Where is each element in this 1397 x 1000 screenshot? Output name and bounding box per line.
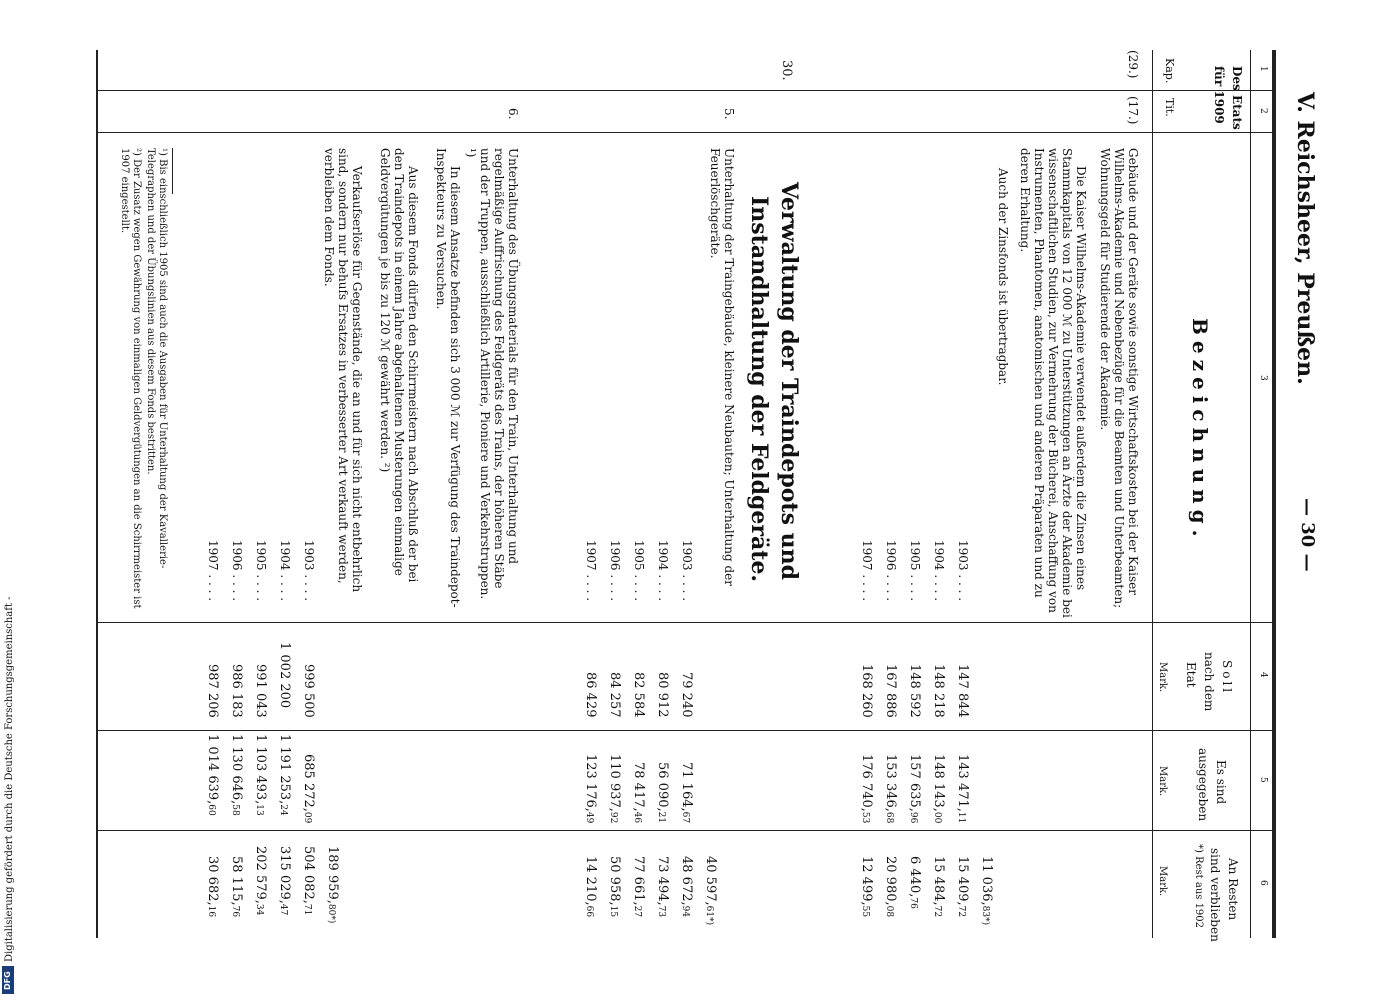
header-mark-5: Mark. — [1157, 766, 1168, 797]
entry29-aus-1905 — [907, 754, 922, 823]
entry29-soll-1906: 167 886 — [883, 664, 898, 718]
footnote-1: ¹) Bis einschließlich 1905 sind auch die Ausgaben für Unterhaltung der Kavallerie-Telegraphen und der Übungslinien aus diesem Fonds bestritten. — [145, 148, 168, 569]
entry29-text: Gebäude und der Geräte sowie sonstige Wirtschaftskosten bei der Kaiser Wilhelms-Akademie und Nebenbezüge für die Beamten und Unterbeamten; Wohnungsgeld für Studierende der Akademie. — [1098, 148, 1140, 609]
amount: 11 036, — [979, 856, 994, 906]
amount: 77 661, — [631, 856, 646, 906]
entry6-aus-1903 — [301, 754, 316, 823]
entry29-soll-1907: 168 260 — [859, 664, 874, 718]
entry6-soll-1906: 986 183 — [229, 664, 244, 718]
entry29-aus-1906 — [883, 754, 898, 823]
decimals: 71 — [302, 903, 312, 916]
amount: 30 682, — [205, 856, 220, 906]
header-soll: Soll — [1220, 660, 1234, 696]
header-an-resten: An Resten — [1226, 858, 1240, 921]
decimals: 11 — [956, 811, 966, 824]
entry6-aus-1904 — [277, 734, 292, 816]
header-des-etats: Des Etats — [1230, 66, 1244, 130]
entry29-rest-1907 — [859, 856, 874, 917]
entry5-soll-1907: 86 429 — [583, 672, 598, 718]
decimals: 72 — [956, 905, 966, 918]
entry5-soll-1904: 80 912 — [655, 672, 670, 718]
top-rule-double — [1272, 50, 1276, 938]
amount: 12 499, — [859, 856, 874, 906]
amount: 73 494, — [655, 856, 670, 906]
col-number-4: 4 — [1258, 672, 1268, 678]
header-kap: Kap. — [1163, 58, 1176, 84]
page-number: — 30 — — [1297, 498, 1318, 572]
entry6-aus-1905 — [253, 734, 268, 816]
col-number-6: 6 — [1258, 880, 1268, 886]
entry29-soll-1903: 147 844 — [955, 664, 970, 718]
entry5-rest-1902 — [703, 856, 718, 925]
decimals: 09 — [302, 811, 312, 824]
col-number-1: 1 — [1258, 66, 1268, 72]
dfg-logo-text: DFG — [3, 971, 12, 990]
decimals: 58 — [230, 804, 240, 816]
amount: 15 409, — [955, 856, 970, 906]
col-rule-3-4 — [96, 622, 1273, 623]
decimals: 16 — [206, 905, 216, 918]
amount: 176 740, — [859, 754, 874, 812]
entry29-tit: (17.) — [1126, 96, 1140, 125]
amount: 1 130 646, — [229, 734, 244, 805]
header-fuer-1909: für 1909 — [1212, 66, 1226, 124]
chapter30-heading1: Verwaltung der Traindepots und — [776, 182, 802, 580]
entry6-year-1906: 1906 . . . . — [230, 540, 244, 602]
amount: 504 082, — [301, 846, 316, 904]
header-es-sind: Es sind — [1214, 760, 1228, 805]
entry6-rest-1905 — [253, 846, 268, 915]
entry6-soll-1905: 991 043 — [253, 664, 268, 718]
header-mark-6: Mark. — [1157, 866, 1168, 897]
entry6-text: Unterhaltung des Übungsmaterials für den Train, Unterhaltung und regelmäßige Auffrischung des Feldgeräts des Trains, der höheren Stäbe und der Truppen, ausschließlich Artillerie, Pioniere und Verkehrstruppen. ¹) — [464, 148, 520, 600]
entry29-rest-1903 — [955, 856, 970, 917]
decimals: 00 — [932, 811, 942, 824]
footnote-2: ²) Der Zusatz wegen Gewährung von einmaligen Geldvergütungen an die Schirrmeister ist 1907 eingestellt. — [119, 148, 142, 609]
entry29-soll-1904: 148 218 — [931, 664, 946, 718]
entry6-aus-1906 — [229, 734, 244, 816]
entry5-rest-1907 — [583, 856, 598, 917]
entry6-note3: Verkaufserlöse für Gegenstände, die an und für sich nicht entbehrlich sind, sondern nur behufs Ersatzes in verbesserter Art verkauft werden, verbleiben dem Fonds. — [322, 148, 364, 593]
col-number-5: 5 — [1258, 777, 1268, 783]
header-bottom-rule — [1152, 50, 1153, 938]
decimals: 83*) — [980, 905, 990, 926]
chapter30-heading2: Instandhaltung der Feldgeräte. — [746, 196, 772, 583]
amount: 202 579, — [253, 846, 268, 904]
entry6-note1: In diesem Ansatze befinden sich 3 000 ℳ zur Verfügung des Traindepot-Inspekteurs zu Versuchen. — [434, 148, 462, 608]
amount: 20 980, — [883, 856, 898, 906]
entry6-note2: Aus diesem Fonds dürfen den Schirrmeistern nach Abschluß der bei den Traindepots in einem Jahre abgehaltenen Musterungen einmalige Geldvergütungen je bis zu 120 ℳ gewährt werden. ²) — [378, 148, 420, 583]
decimals: 73 — [656, 905, 666, 918]
left-bottom-rule — [96, 50, 98, 938]
entry5-year-1906: 1906 . . . . — [608, 540, 622, 602]
entry6-year-1907: 1907 . . . . — [206, 540, 220, 602]
decimals: 68 — [884, 811, 894, 824]
amount: 40 597, — [703, 856, 718, 906]
amount: 148 143, — [931, 754, 946, 812]
entry5-year-1903: 1903 . . . . — [680, 540, 694, 602]
entry5-rest-1904 — [655, 856, 670, 917]
entry6-rest-1906 — [229, 856, 244, 917]
entry5-aus-1905 — [631, 762, 646, 823]
amount: 110 937, — [607, 754, 622, 812]
entry29-aus-1904 — [931, 754, 946, 823]
decimals: 66 — [584, 905, 594, 918]
entry29-note2: Auch der Zinsfonds ist übertragbar. — [996, 168, 1010, 386]
decimals: 96 — [908, 811, 918, 824]
entry6-year-1905: 1905 . . . . — [254, 540, 268, 602]
digitization-note: Digitalisierung gefördert durch die Deutsche Forschungsgemeinschaft - — [4, 596, 15, 962]
decimals: 13 — [254, 804, 264, 816]
decimals: 61*) — [704, 905, 714, 926]
entry6-tit: 6. — [506, 108, 520, 120]
entry5-year-1904: 1904 . . . . — [656, 540, 670, 602]
entry5-soll-1905: 82 584 — [631, 672, 646, 718]
header-mark-4: Mark. — [1157, 662, 1168, 693]
amount: 1 103 493, — [253, 734, 268, 805]
entry6-rest-1904 — [277, 846, 292, 915]
entry29-soll-1905: 148 592 — [907, 664, 922, 718]
col-rule-2-3 — [96, 132, 1273, 133]
amount: 50 958, — [607, 856, 622, 906]
decimals: 24 — [278, 804, 288, 816]
col-rule-4-5 — [96, 730, 1273, 731]
entry29-year-1906: 1906 . . . . — [884, 540, 898, 602]
amount: 78 417, — [631, 762, 646, 812]
decimals: 34 — [254, 903, 264, 916]
amount: 1 191 253, — [277, 734, 292, 805]
entry5-year-1905: 1905 . . . . — [632, 540, 646, 602]
entry6-year-1904: 1904 . . . . — [278, 540, 292, 602]
amount: 143 471, — [955, 754, 970, 812]
entry29-aus-1903 — [955, 754, 970, 823]
header-tit: Tit. — [1163, 98, 1176, 117]
header-sind-verblieben: sind verblieben — [1208, 848, 1222, 942]
entry29-year-1904: 1904 . . . . — [932, 540, 946, 602]
dfg-logo — [2, 966, 14, 994]
amount: 15 484, — [931, 856, 946, 906]
entry29-aus-1907 — [859, 754, 874, 823]
amount: 315 029, — [277, 846, 292, 904]
entry6-soll-1907: 987 206 — [205, 664, 220, 718]
decimals: 21 — [656, 811, 666, 824]
amount: 685 272, — [301, 754, 316, 812]
amount: 6 440, — [907, 856, 922, 898]
entry5-text: Unterhaltung der Traingebäude, kleinere Neubauten; Unterhaltung der Feuerlöschgeräte. — [708, 148, 736, 587]
amount: 56 090, — [655, 762, 670, 812]
header-bezeichnung: Bezeichnung. — [1188, 318, 1212, 543]
entry5-rest-1905 — [631, 856, 646, 917]
entry5-soll-1903: 79 240 — [679, 672, 694, 718]
col-rule-1-2 — [96, 90, 1273, 91]
entry29-year-1905: 1905 . . . . — [908, 540, 922, 602]
amount: 123 176, — [583, 754, 598, 812]
decimals: 08 — [884, 905, 894, 918]
decimals: 55 — [860, 905, 870, 918]
decimals: 80*) — [326, 903, 336, 924]
decimals: 53 — [860, 811, 870, 824]
decimals: 76 — [908, 897, 918, 909]
decimals: 92 — [608, 811, 618, 824]
amount: 48 672, — [679, 856, 694, 906]
section-title: V. Reichsheer, Preußen. — [1292, 92, 1318, 385]
entry6-rest-1902 — [325, 846, 340, 923]
decimals: 94 — [680, 905, 690, 918]
entry5-aus-1907 — [583, 754, 598, 823]
decimals: 72 — [932, 905, 942, 918]
entry29-year-1903: 1903 . . . . — [956, 540, 970, 602]
decimals: 49 — [584, 811, 594, 824]
decimals: 76 — [230, 905, 240, 918]
decimals: 15 — [608, 905, 618, 918]
entry5-aus-1903 — [679, 762, 694, 823]
entry6-aus-1907 — [205, 734, 220, 816]
header-ausgegeben: ausgegeben — [1196, 748, 1210, 822]
entry29-year-1907: 1907 . . . . — [860, 540, 874, 602]
entry5-year-1907: 1907 . . . . — [584, 540, 598, 602]
entry5-tit: 5. — [722, 108, 736, 120]
chapter30-kap: 30. — [779, 60, 794, 81]
amount: 157 635, — [907, 754, 922, 812]
col-rule-5-6 — [96, 830, 1273, 831]
decimals: 46 — [632, 811, 642, 824]
entry6-rest-1903 — [301, 846, 316, 915]
entry29-kap: (29.) — [1126, 50, 1140, 79]
entry29-rest-1906 — [883, 856, 898, 917]
entry6-rest-1907 — [205, 856, 220, 917]
decimals: 60 — [206, 804, 216, 816]
amount: 153 346, — [883, 754, 898, 812]
header-etat: Etat — [1184, 662, 1198, 688]
entry5-soll-1906: 84 257 — [607, 672, 622, 718]
entry29-rest-1905 — [907, 856, 922, 909]
entry6-soll-1904: 1 002 200 — [277, 642, 292, 709]
entry6-soll-1903: 999 500 — [301, 664, 316, 718]
entry5-aus-1906 — [607, 754, 622, 823]
amount: 14 210, — [583, 856, 598, 906]
entry29-rest-1902 — [979, 856, 994, 925]
entry5-rest-1903 — [679, 856, 694, 917]
col-number-rule — [1250, 50, 1251, 938]
entry5-aus-1904 — [655, 762, 670, 823]
header-nach-dem: nach dem — [1202, 652, 1216, 712]
col-number-3: 3 — [1258, 375, 1268, 381]
decimals: 27 — [632, 905, 642, 918]
footnote-rule — [172, 148, 173, 194]
decimals: 47 — [278, 903, 288, 916]
header-rest-aus-1902: *) Rest aus 1902 — [1193, 844, 1204, 929]
amount: 58 115, — [229, 856, 244, 906]
amount: 1 014 639, — [205, 734, 220, 805]
decimals: 67 — [680, 811, 690, 824]
entry5-rest-1906 — [607, 856, 622, 917]
entry29-rest-1904 — [931, 856, 946, 917]
entry6-year-1903: 1903 . . . . — [302, 540, 316, 602]
col-number-2: 2 — [1258, 108, 1268, 114]
amount: 71 164, — [679, 762, 694, 812]
entry29-note1: Die Kaiser Wilhelms-Akademie verwendet außerdem die Zinsen eines Stammkapitals von 12 000 ℳ zu Unterstützungen an Ärzte der Akademie bei wissenschaftlichen Studien, zur Vermehrung der Bücherei, Anschaffung von Instrumenten, Phantomen, anatomischen und anderen Präparaten und zu deren Erhaltung. — [1018, 148, 1088, 618]
amount: 189 959, — [325, 846, 340, 904]
